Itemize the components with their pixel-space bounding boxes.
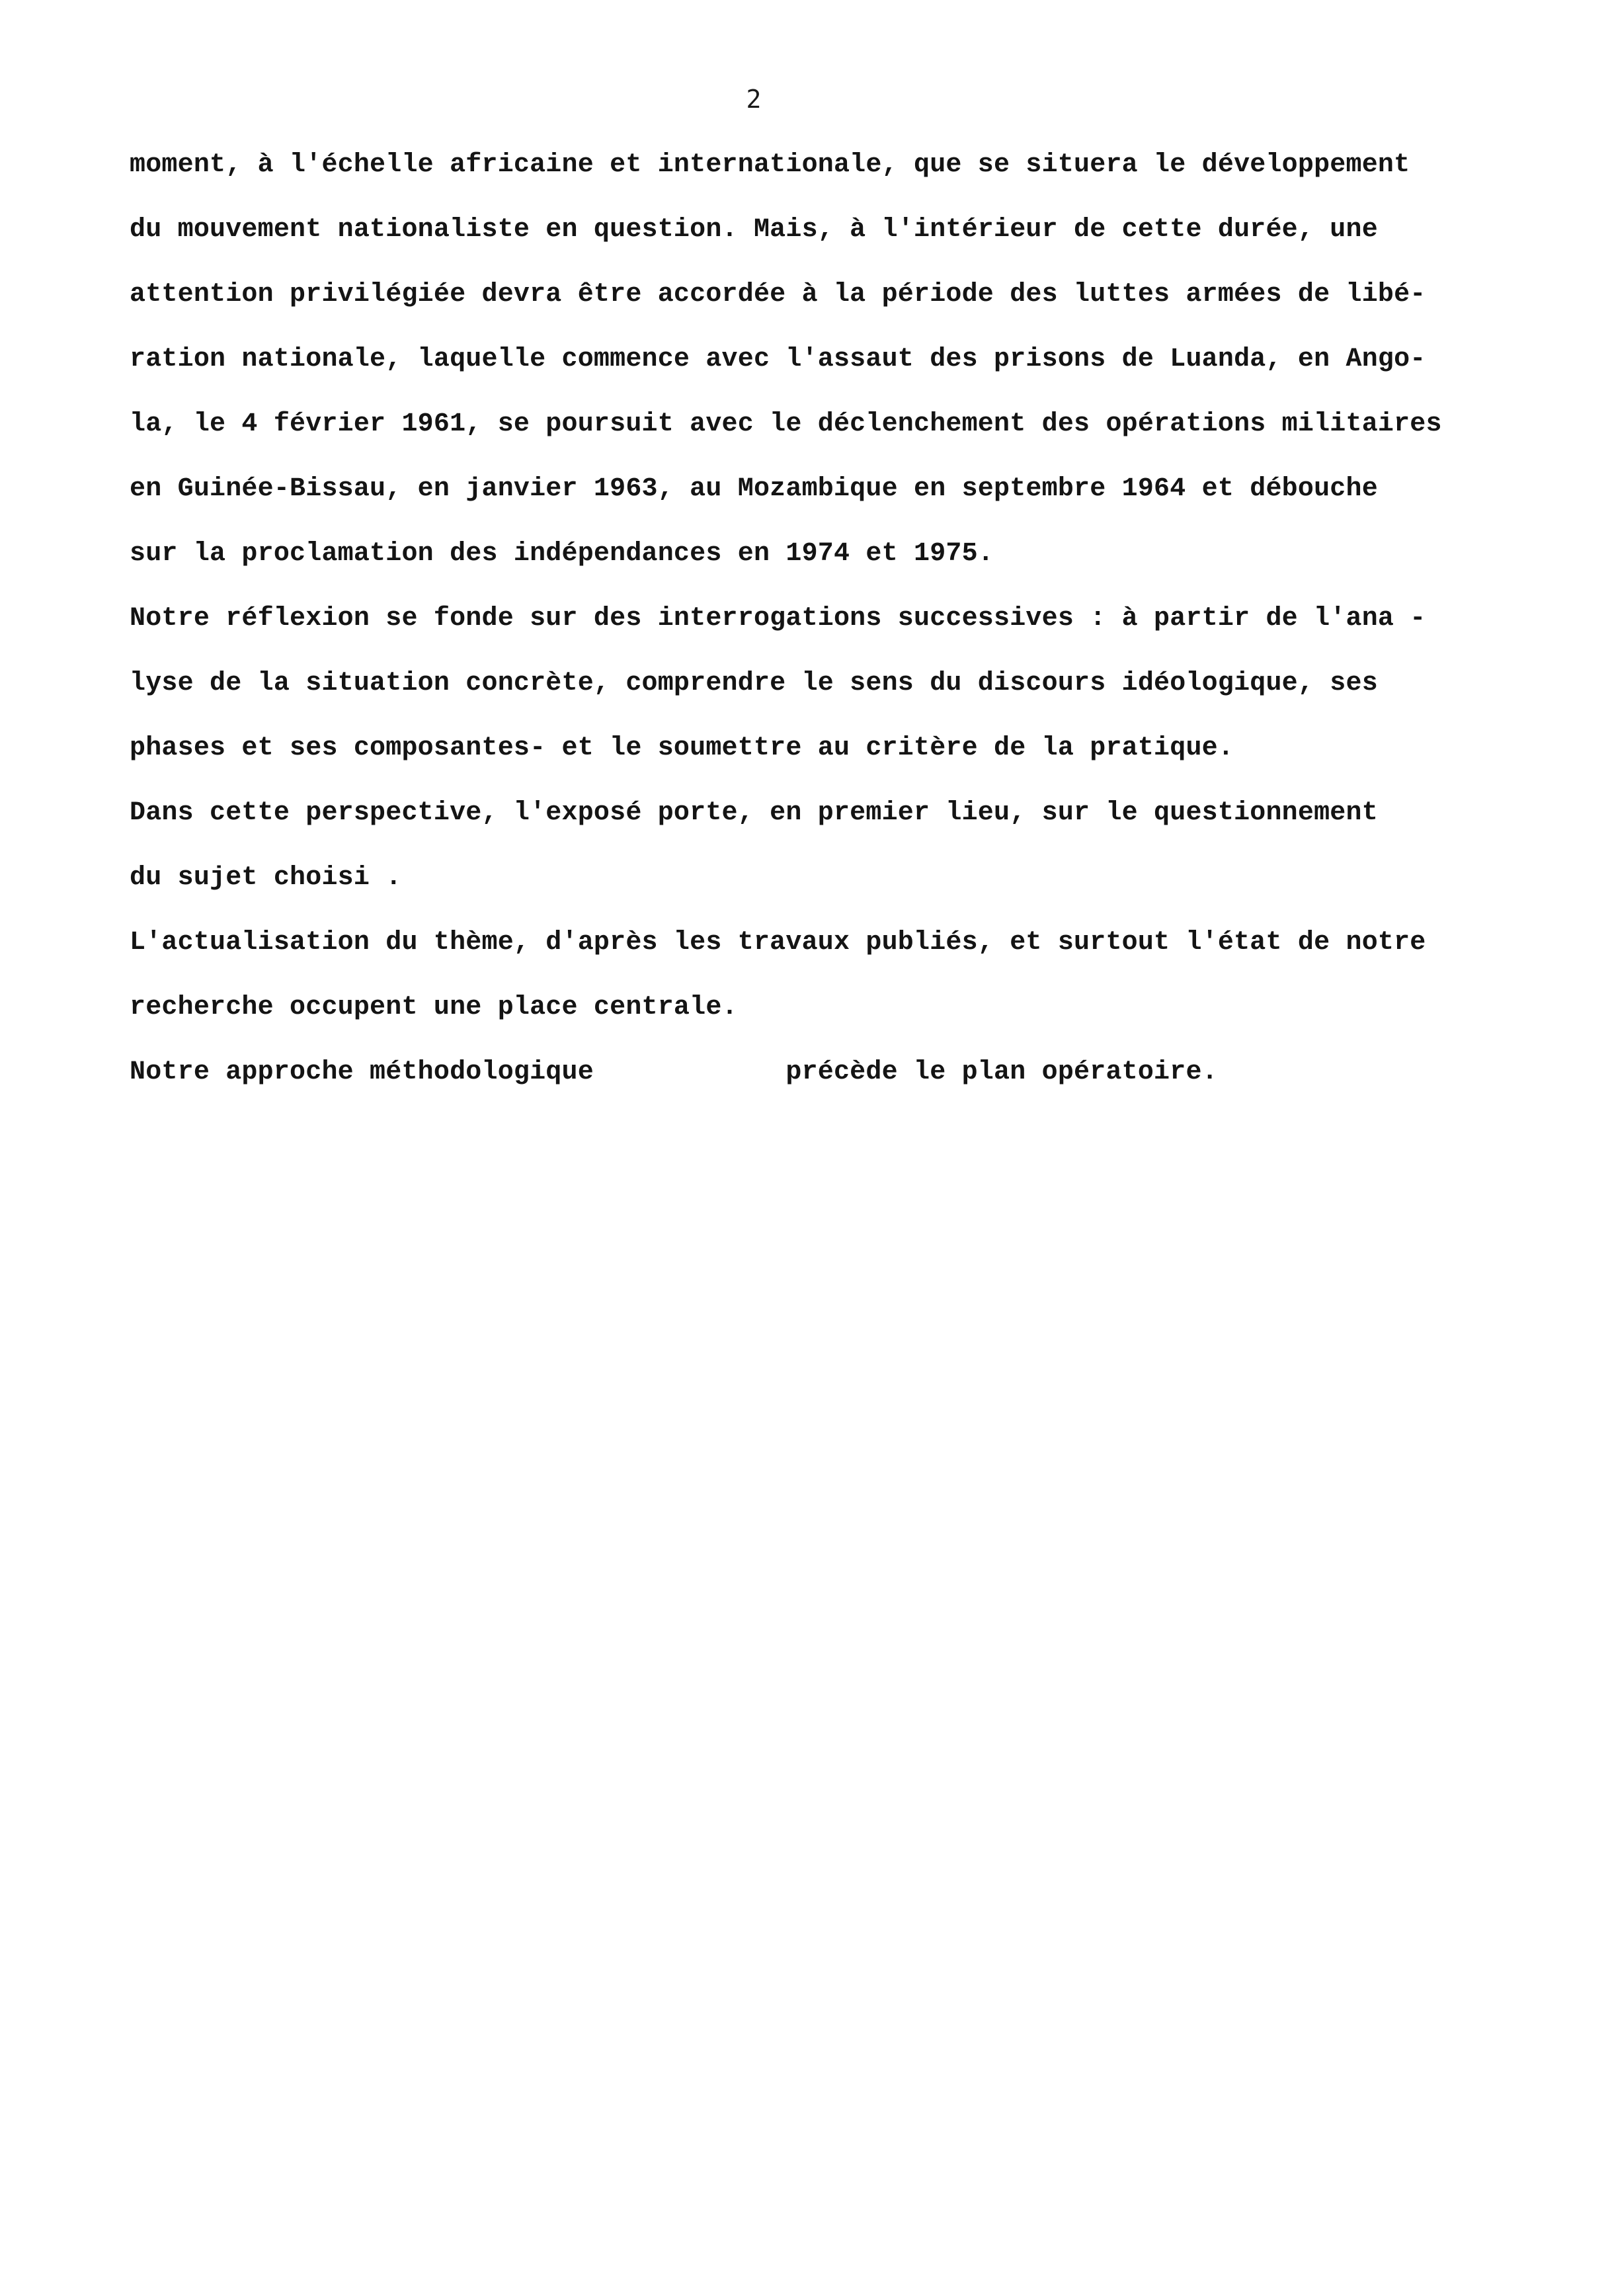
text-line: sur la proclamation des indépendances en 1974 et 1975. <box>130 539 994 569</box>
text-line: recherche occupent une place centrale. <box>130 993 738 1022</box>
text-line: du sujet choisi . <box>130 863 402 893</box>
text-line: lyse de la situation concrète, comprendre le sens du discours idéologique, ses <box>130 669 1378 698</box>
text-line: en Guinée-Bissau, en janvier 1963, au Mozambique en septembre 1964 et débouche <box>130 474 1378 504</box>
body-text <box>130 145 1505 1118</box>
text-line: Notre réflexion se fonde sur des interrogations successives : à partir de l'ana - <box>130 604 1426 634</box>
text-line: moment, à l'échelle africaine et internationale, que se situera le développement <box>130 150 1410 180</box>
text-line: Notre approche méthodologique précède le plan opératoire. <box>130 1057 1218 1087</box>
text-line: phases et ses composantes- et le soumettre au critère de la pratique. <box>130 733 1234 763</box>
text-line: du mouvement nationaliste en question. Mais, à l'intérieur de cette durée, une <box>130 215 1378 245</box>
text-line: attention privilégiée devra être accordée à la période des luttes armées de libé- <box>130 280 1426 309</box>
text-line: Dans cette perspective, l'exposé porte, en premier lieu, sur le questionnement <box>130 798 1378 828</box>
text-line: ration nationale, laquelle commence avec l'assaut des prisons de Luanda, en Ango- <box>130 345 1426 374</box>
page-number: 2 <box>746 85 762 114</box>
text-line: la, le 4 février 1961, se poursuit avec le déclenchement des opérations militaires <box>130 409 1442 439</box>
text-line: L'actualisation du thème, d'après les travaux publiés, et surtout l'état de notre <box>130 928 1426 958</box>
